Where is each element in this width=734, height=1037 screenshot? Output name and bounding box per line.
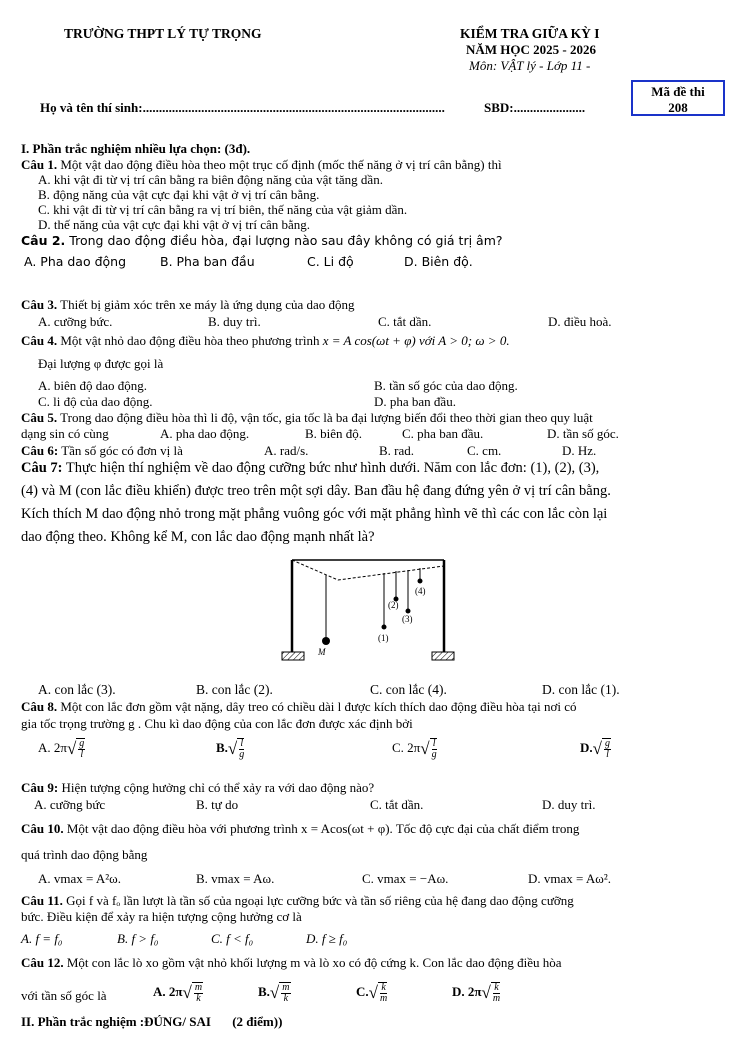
q12-number: Câu 12. (21, 955, 64, 970)
q10-option-d: D. vmax = Aω². (528, 871, 611, 886)
q12-a-prefix: A. 2π (153, 983, 183, 999)
section2-points: (2 điểm)) (232, 1014, 283, 1029)
q10-option-a: A. vmax = A²ω. (38, 871, 121, 886)
q1-option-d: D. thế năng của vật cực đại khi vật ở vị trí cân bằng. (38, 217, 311, 232)
q8-a-fraction: $\frac{g}{l}$ (76, 738, 85, 760)
q12-line2: với tần số góc là (21, 988, 107, 1003)
q12-option-c: C.√ $\frac{k}{m}$ (356, 982, 388, 1004)
q10-line2: quá trình dao động bằng (21, 847, 148, 862)
q2-text: Trong dao động điều hòa, đại lượng nào sau đây không có giá trị âm? (69, 233, 503, 248)
q7-option-c: C. con lắc (4). (370, 682, 447, 697)
q4-number: Câu 4. (21, 333, 58, 348)
q8-line1 (21, 699, 577, 715)
q11-text: Gọi f và fₒ lần lượt là tần số của ngoại lực cưỡng bức và tần số riêng của hệ đang dao động cưỡng (66, 893, 574, 908)
q6-stem (21, 443, 183, 459)
q3-option-d: D. điều hoà. (548, 314, 612, 329)
q7-option-a: A. con lắc (3). (38, 682, 116, 697)
label-3: (3) (402, 614, 413, 624)
q4-option-c: C. li độ của dao động. (38, 394, 153, 409)
q7-text: Thực hiện thí nghiệm về dao động cưỡng bức như hình dưới. Năm con lắc đơn: (1), (2), (3), (65, 460, 600, 476)
q2-number: Câu 2. (21, 233, 66, 248)
left-base (282, 652, 304, 660)
q9-option-a: A. cưỡng bức (34, 797, 106, 812)
exam-code-box (631, 80, 725, 116)
q4-stem (21, 333, 510, 349)
q12-text: Một con lắc lò xo gồm vật nhỏ khối lượng m và lò xo có độ cứng k. Con lắc dao động điều hòa (66, 955, 562, 970)
q9-option-d: D. duy trì. (542, 797, 596, 812)
q8-a-prefix: A. 2π (38, 739, 67, 755)
student-name-label: Họ và tên thí sinh:............................................................................................. (40, 100, 445, 115)
q11-line1 (21, 893, 574, 909)
exam-title: KIỂM TRA GIỮA KỲ I (460, 26, 600, 41)
q5-option-b: B. biên độ. (305, 426, 363, 441)
pendulum-figure (278, 556, 460, 668)
q4-line2: Đại lượng φ được gọi là (38, 356, 164, 371)
pendulum-4-bob (418, 579, 423, 584)
q2-option-c: C. Li độ (307, 254, 354, 269)
q12-d-prefix: D. 2π (452, 983, 482, 999)
school-year: NĂM HỌC 2025 - 2026 (466, 42, 596, 57)
q8-b-prefix: B. (216, 739, 228, 755)
q5-option-c: C. pha ban đầu. (402, 426, 484, 441)
q9-option-c: C. tắt dần. (370, 797, 424, 812)
q6-option-a: A. rad/s. (264, 443, 309, 458)
q12-option-a: A. 2π√ $\frac{m}{k}$ (153, 982, 203, 1004)
q5-stem (21, 410, 593, 426)
q6-option-c: C. cm. (467, 443, 502, 458)
suspension-string (292, 560, 444, 580)
q5-line2: dạng sin có cùng (21, 426, 109, 441)
q1-option-c: C. khi vật đi từ vị trí cân bằng ra vị trí biên, thế năng của vật giảm dần. (38, 202, 408, 217)
q12-option-d: D. 2π√ $\frac{k}{m}$ (452, 982, 501, 1004)
q4-option-a: A. biên độ dao động. (38, 378, 148, 393)
q10-number: Câu 10. (21, 821, 64, 836)
q2-stem (21, 233, 503, 248)
q12-d-fraction: $\frac{k}{m}$ (492, 982, 501, 1004)
q8-option-d: D.√ $\frac{g}{l}$ (580, 738, 610, 760)
pendulum-m-bob (322, 637, 330, 645)
q12-b-fraction: $\frac{m}{k}$ (279, 982, 290, 1004)
q8-d-prefix: D. (580, 739, 593, 755)
q11-line2: bức. Điều kiện để xảy ra hiện tượng cộng hưởng cơ là (21, 909, 302, 924)
q2-option-a: A. Pha dao động (24, 254, 127, 269)
q9-option-b: B. tự do (196, 797, 239, 812)
q10-text: Một vật dao động điều hòa với phương trình x = Acos(ωt + φ). Tốc độ cực đại của chất điểm trong (66, 821, 580, 836)
q5-option-a: A. pha dao động. (160, 426, 250, 441)
q1-option-a: A. khi vật đi từ vị trí cân bằng ra biên động năng của vật tăng dần. (38, 172, 383, 187)
q11-option-c: C. f < f₀ (211, 931, 254, 946)
q7-line3: Kích thích M dao động nhỏ trong mặt phẳng vuông góc với mặt phẳng hình vẽ thì các con lắc còn lại (21, 506, 608, 522)
q2-option-b: B. Pha ban đầu (160, 254, 255, 269)
q12-line1 (21, 955, 562, 971)
q10-line1 (21, 821, 579, 837)
q3-option-a: A. cưỡng bức. (38, 314, 113, 329)
q10-option-b: B. vmax = Aω. (196, 871, 275, 886)
q7-option-d: D. con lắc (1). (542, 682, 620, 697)
q5-number: Câu 5. (21, 410, 58, 425)
q1-number: Câu 1. (21, 157, 58, 172)
q3-stem (21, 297, 355, 313)
q8-text: Một con lắc đơn gồm vật nặng, dây treo có chiều dài l được kích thích dao động điều hòa tại nơi có (60, 699, 577, 714)
q8-c-fraction: $\frac{l}{g}$ (431, 738, 437, 760)
q3-number: Câu 3. (21, 297, 58, 312)
q6-option-b: B. rad. (379, 443, 415, 458)
q1-text: Một vật dao động điều hòa theo một trục cố định (mốc thế năng ở vị trí cân bằng) thì (60, 157, 502, 172)
q11-option-b: B. f > f₀ (117, 931, 159, 946)
q4-equation: x = A cos(ωt + φ) với A > 0; ω > 0. (322, 333, 510, 348)
q8-c-prefix: C. 2π (392, 739, 421, 755)
label-m: M (318, 647, 326, 657)
q11-option-d: D. f ≥ f₀ (306, 931, 348, 946)
q8-option-c: C. 2π√ $\frac{l}{g}$ (392, 738, 437, 760)
pendulum-1-bob (382, 625, 387, 630)
q3-option-b: B. duy trì. (208, 314, 261, 329)
q6-number: Câu 6: (21, 443, 59, 458)
q4-option-d: D. pha ban đầu. (374, 394, 456, 409)
q3-option-c: C. tắt dần. (378, 314, 432, 329)
q12-option-b: B.√ $\frac{m}{k}$ (258, 982, 290, 1004)
subject-line: Môn: VẬT lý - Lớp 11 - (469, 58, 591, 73)
section2-title: II. Phần trắc nghiệm :ĐÚNG/ SAI (21, 1014, 211, 1029)
exam-code-value: 208 (668, 100, 688, 115)
q9-text: Hiện tượng cộng hưởng chỉ có thể xảy ra với dao động nào? (61, 780, 375, 795)
q8-number: Câu 8. (21, 699, 58, 714)
sbd-label: SBD:...................... (484, 100, 586, 115)
q11-option-a: A. f = f₀ (21, 931, 63, 946)
q1-option-b: B. động năng của vật cực đại khi vật ở vị trí cân bằng. (38, 187, 320, 202)
q2-option-d: D. Biên độ. (404, 254, 473, 269)
q8-d-fraction: $\frac{g}{l}$ (602, 738, 611, 760)
q7-line1 (21, 458, 599, 479)
label-4: (4) (415, 586, 426, 596)
pendulum-3-bob (406, 609, 411, 614)
q1-stem (21, 157, 502, 173)
q12-c-fraction: $\frac{k}{m}$ (379, 982, 388, 1004)
exam-code-label: Mã đề thi (651, 84, 705, 99)
q12-b-prefix: B. (258, 983, 270, 999)
q9-number: Câu 9: (21, 780, 59, 795)
q5-text: Trong dao động điều hòa thì li độ, vận tốc, gia tốc là ba đại lượng biến đổi theo thời gian theo quy luật (60, 410, 593, 425)
q7-number: Câu 7: (21, 460, 63, 476)
q12-c-prefix: C. (356, 983, 369, 999)
section2-heading (21, 1014, 282, 1030)
q4-text: Một vật nhỏ dao động điều hòa theo phương trình (60, 333, 320, 348)
q8-option-a: A. 2π√ $\frac{g}{l}$ (38, 738, 85, 760)
q8-line2: gia tốc trọng trường g . Chu kì dao động của con lắc đơn được xác định bởi (21, 716, 413, 731)
label-1: (1) (378, 633, 389, 643)
q10-option-c: C. vmax = −Aω. (362, 871, 449, 886)
q7-line2: (4) và M (con lắc điều khiển) được treo trên một sợi dây. Ban đầu hệ đang đứng yên ở vị trí cân bằng. (21, 483, 611, 499)
q3-text: Thiết bị giảm xóc trên xe máy là ứng dụng của dao động (60, 297, 355, 312)
q4-option-b: B. tần số góc của dao động. (374, 378, 518, 393)
section1-title: I. Phần trắc nghiệm nhiều lựa chọn: (3đ). (21, 141, 251, 156)
q5-option-d: D. tần số góc. (547, 426, 619, 441)
right-base (432, 652, 454, 660)
q8-option-b: B.√ $\frac{l}{g}$ (216, 738, 245, 760)
q7-option-b: B. con lắc (2). (196, 682, 273, 697)
q9-stem (21, 780, 374, 796)
q12-a-fraction: $\frac{m}{k}$ (192, 982, 203, 1004)
q11-number: Câu 11. (21, 893, 63, 908)
q8-b-fraction: $\frac{l}{g}$ (239, 738, 245, 760)
school-name: TRƯỜNG THPT LÝ TỰ TRỌNG (64, 26, 262, 41)
q6-option-d: D. Hz. (562, 443, 597, 458)
q7-line4: dao động theo. Không kể M, con lắc dao động mạnh nhất là? (21, 529, 375, 545)
q6-text: Tần số góc có đơn vị là (61, 443, 183, 458)
label-2: (2) (388, 600, 399, 610)
